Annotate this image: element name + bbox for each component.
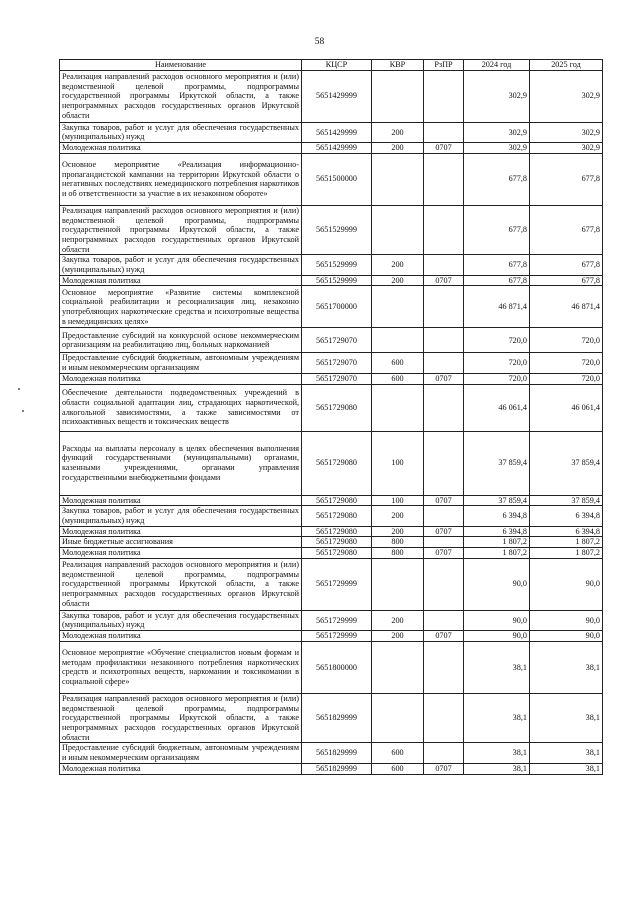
row-name-cell: Обеспечение деятельности подведомственных учреждений в области социальной адаптации лиц, страдающих наркотической, алкогольной зависимостями, а также зависимостями от психоактивных веществ и токсических веществ xyxy=(60,384,302,431)
table-row xyxy=(60,143,603,154)
row-2025-cell: 38,1 xyxy=(530,641,603,693)
row-name-cell: Закупка товаров, работ и услуг для обеспечения государственных (муниципальных) нужд xyxy=(60,255,302,275)
table-row xyxy=(60,431,603,495)
row-2025-cell: 677,8 xyxy=(530,153,603,205)
row-2024-cell: 677,8 xyxy=(464,275,530,286)
table-row xyxy=(60,153,603,205)
row-kvr-cell: 200 xyxy=(372,275,424,286)
table-row xyxy=(60,255,603,275)
row-kcsr-cell: 5651729070 xyxy=(302,373,372,384)
row-name-cell: Закупка товаров, работ и услуг для обеспечения государственных (муниципальных) нужд xyxy=(60,610,302,630)
budget-table xyxy=(59,59,603,775)
row-kcsr-cell: 5651829999 xyxy=(302,743,372,763)
row-2025-cell: 46 871,4 xyxy=(530,286,603,328)
table-row xyxy=(60,526,603,537)
row-kcsr-cell: 5651729080 xyxy=(302,431,372,495)
table-row xyxy=(60,205,603,255)
row-2025-cell: 6 394,8 xyxy=(530,506,603,526)
row-name-cell: Молодежная политика xyxy=(60,763,302,774)
row-name-cell: Реализация направлений расходов основного мероприятия и (или) ведомственной целевой программы, подпрограммы государственной программы Иркутской области, а также непрограммных расходов государственных органов Иркутской области xyxy=(60,558,302,610)
row-kvr-cell xyxy=(372,558,424,610)
row-2024-cell: 38,1 xyxy=(464,743,530,763)
row-kvr-cell xyxy=(372,153,424,205)
row-kvr-cell: 600 xyxy=(372,373,424,384)
row-kvr-cell: 800 xyxy=(372,548,424,559)
row-kvr-cell: 200 xyxy=(372,631,424,642)
row-2025-cell: 38,1 xyxy=(530,743,603,763)
row-name-cell: Реализация направлений расходов основного мероприятия и (или) ведомственной целевой программы, подпрограммы государственной программы Иркутской области, а также непрограммных расходов государственных органов Иркутской области xyxy=(60,70,302,122)
row-2024-cell: 302,9 xyxy=(464,143,530,154)
row-kvr-cell xyxy=(372,641,424,693)
row-kvr-cell xyxy=(372,286,424,328)
row-kcsr-cell: 5651729080 xyxy=(302,526,372,537)
row-kvr-cell: 100 xyxy=(372,431,424,495)
row-2024-cell: 38,1 xyxy=(464,641,530,693)
row-kvr-cell xyxy=(372,205,424,255)
row-name-cell: Расходы на выплаты персоналу в целях обеспечения выполнения функций государственными (муниципальными) органами, казенными учреждениями, органами управления государственными внебюджетными фондами xyxy=(60,431,302,495)
row-kvr-cell: 600 xyxy=(372,743,424,763)
col-header-2024: 2024 год xyxy=(464,60,530,71)
row-name-cell: Основное мероприятие «Реализация информационно-пропагандистской кампании на территории Иркутской области о негативных последствиях немедицинского потребления наркотиков и об ответственности за участие в их незаконном обороте» xyxy=(60,153,302,205)
row-2024-cell: 38,1 xyxy=(464,763,530,774)
row-rzpr-cell xyxy=(424,122,464,142)
row-kcsr-cell: 5651729999 xyxy=(302,610,372,630)
table-row xyxy=(60,548,603,559)
col-header-2025: 2025 год xyxy=(530,60,603,71)
row-kcsr-cell: 5651729070 xyxy=(302,328,372,353)
row-2025-cell: 677,8 xyxy=(530,275,603,286)
row-2025-cell: 302,9 xyxy=(530,143,603,154)
row-kvr-cell: 600 xyxy=(372,763,424,774)
row-2024-cell: 37 859,4 xyxy=(464,495,530,506)
row-kcsr-cell: 5651529999 xyxy=(302,205,372,255)
page-number: 58 xyxy=(314,37,325,47)
row-rzpr-cell: 0707 xyxy=(424,275,464,286)
row-2024-cell: 677,8 xyxy=(464,205,530,255)
row-2024-cell: 302,9 xyxy=(464,122,530,142)
table-header-row xyxy=(60,60,603,71)
row-kcsr-cell: 5651700000 xyxy=(302,286,372,328)
table-row xyxy=(60,641,603,693)
row-rzpr-cell xyxy=(424,693,464,743)
scan-speck xyxy=(22,410,24,412)
row-name-cell: Молодежная политика xyxy=(60,373,302,384)
table-row xyxy=(60,353,603,373)
row-2024-cell: 6 394,8 xyxy=(464,526,530,537)
row-2025-cell: 720,0 xyxy=(530,353,603,373)
row-name-cell: Молодежная политика xyxy=(60,526,302,537)
row-rzpr-cell: 0707 xyxy=(424,631,464,642)
row-kvr-cell xyxy=(372,328,424,353)
row-name-cell: Закупка товаров, работ и услуг для обеспечения государственных (муниципальных) нужд xyxy=(60,122,302,142)
row-2024-cell: 677,8 xyxy=(464,153,530,205)
row-2024-cell: 1 807,2 xyxy=(464,548,530,559)
row-kcsr-cell: 5651529999 xyxy=(302,255,372,275)
table-row xyxy=(60,286,603,328)
row-rzpr-cell: 0707 xyxy=(424,143,464,154)
table-row xyxy=(60,495,603,506)
row-2025-cell: 677,8 xyxy=(530,255,603,275)
row-rzpr-cell xyxy=(424,558,464,610)
row-kcsr-cell: 5651800000 xyxy=(302,641,372,693)
table-row xyxy=(60,70,603,122)
row-name-cell: Предоставление субсидий бюджетным, автономным учреждениям и иным некоммерческим организациям xyxy=(60,743,302,763)
row-kvr-cell: 200 xyxy=(372,610,424,630)
row-kvr-cell: 200 xyxy=(372,122,424,142)
row-2025-cell: 302,9 xyxy=(530,122,603,142)
table-row xyxy=(60,693,603,743)
row-name-cell: Реализация направлений расходов основного мероприятия и (или) ведомственной целевой программы, подпрограммы государственной программы Иркутской области, а также непрограммных расходов государственных органов Иркутской области xyxy=(60,205,302,255)
row-rzpr-cell xyxy=(424,641,464,693)
table-row xyxy=(60,631,603,642)
row-name-cell: Реализация направлений расходов основного мероприятия и (или) ведомственной целевой программы, подпрограммы государственной программы Иркутской области, а также непрограммных расходов государственных органов Иркутской области xyxy=(60,693,302,743)
row-2024-cell: 90,0 xyxy=(464,610,530,630)
row-name-cell: Предоставление субсидий на конкурсной основе некоммерческим организациям на реабилитацию лиц, больных наркоманией xyxy=(60,328,302,353)
row-name-cell: Молодежная политика xyxy=(60,548,302,559)
row-kvr-cell: 800 xyxy=(372,537,424,548)
row-2025-cell: 90,0 xyxy=(530,558,603,610)
row-rzpr-cell xyxy=(424,286,464,328)
row-rzpr-cell xyxy=(424,70,464,122)
row-2024-cell: 677,8 xyxy=(464,255,530,275)
row-rzpr-cell xyxy=(424,743,464,763)
row-2025-cell: 6 394,8 xyxy=(530,526,603,537)
row-kcsr-cell: 5651729070 xyxy=(302,353,372,373)
row-rzpr-cell: 0707 xyxy=(424,373,464,384)
row-2025-cell: 1 807,2 xyxy=(530,537,603,548)
row-kvr-cell xyxy=(372,693,424,743)
row-2024-cell: 90,0 xyxy=(464,558,530,610)
row-2024-cell: 46 871,4 xyxy=(464,286,530,328)
row-2025-cell: 90,0 xyxy=(530,610,603,630)
row-2025-cell: 37 859,4 xyxy=(530,495,603,506)
row-name-cell: Молодежная политика xyxy=(60,143,302,154)
row-2024-cell: 720,0 xyxy=(464,353,530,373)
row-2025-cell: 37 859,4 xyxy=(530,431,603,495)
row-rzpr-cell xyxy=(424,255,464,275)
col-header-kcsr: КЦСР xyxy=(302,60,372,71)
row-kvr-cell: 200 xyxy=(372,143,424,154)
row-kcsr-cell: 5651429999 xyxy=(302,143,372,154)
col-header-rzpr: РзПР xyxy=(424,60,464,71)
row-2025-cell: 38,1 xyxy=(530,763,603,774)
row-rzpr-cell: 0707 xyxy=(424,495,464,506)
row-name-cell: Молодежная политика xyxy=(60,275,302,286)
table-row xyxy=(60,328,603,353)
col-header-name: Наименование xyxy=(60,60,302,71)
row-rzpr-cell xyxy=(424,384,464,431)
row-2024-cell: 46 061,4 xyxy=(464,384,530,431)
row-2025-cell: 720,0 xyxy=(530,328,603,353)
row-2024-cell: 37 859,4 xyxy=(464,431,530,495)
row-name-cell: Молодежная политика xyxy=(60,495,302,506)
row-rzpr-cell xyxy=(424,506,464,526)
row-2024-cell: 720,0 xyxy=(464,328,530,353)
row-2025-cell: 38,1 xyxy=(530,693,603,743)
table-row xyxy=(60,743,603,763)
row-kcsr-cell: 5651729080 xyxy=(302,495,372,506)
row-2024-cell: 302,9 xyxy=(464,70,530,122)
row-kcsr-cell: 5651729080 xyxy=(302,384,372,431)
row-2024-cell: 6 394,8 xyxy=(464,506,530,526)
row-name-cell: Иные бюджетные ассигнования xyxy=(60,537,302,548)
row-2024-cell: 1 807,2 xyxy=(464,537,530,548)
row-2024-cell: 720,0 xyxy=(464,373,530,384)
row-name-cell: Основное мероприятие «Развитие системы комплексной социальной реабилитации и ресоциализация лиц, незаконно употребляющих наркотические средства и психотропные вещества в немедицинских целях» xyxy=(60,286,302,328)
row-kvr-cell: 200 xyxy=(372,255,424,275)
row-kcsr-cell: 5651500000 xyxy=(302,153,372,205)
table-row xyxy=(60,763,603,774)
table-row xyxy=(60,506,603,526)
table-row xyxy=(60,558,603,610)
row-kcsr-cell: 5651829999 xyxy=(302,763,372,774)
row-rzpr-cell xyxy=(424,328,464,353)
table-body xyxy=(60,70,603,774)
row-kcsr-cell: 5651729999 xyxy=(302,558,372,610)
row-kvr-cell: 200 xyxy=(372,506,424,526)
row-name-cell: Закупка товаров, работ и услуг для обеспечения государственных (муниципальных) нужд xyxy=(60,506,302,526)
row-rzpr-cell xyxy=(424,205,464,255)
table-row xyxy=(60,373,603,384)
row-rzpr-cell xyxy=(424,353,464,373)
row-2025-cell: 90,0 xyxy=(530,631,603,642)
row-rzpr-cell: 0707 xyxy=(424,548,464,559)
table-row xyxy=(60,275,603,286)
row-2025-cell: 302,9 xyxy=(530,70,603,122)
table-row xyxy=(60,384,603,431)
row-name-cell: Молодежная политика xyxy=(60,631,302,642)
row-rzpr-cell xyxy=(424,610,464,630)
row-2024-cell: 90,0 xyxy=(464,631,530,642)
row-kcsr-cell: 5651729999 xyxy=(302,631,372,642)
col-header-kvr: КВР xyxy=(372,60,424,71)
row-2025-cell: 46 061,4 xyxy=(530,384,603,431)
row-kvr-cell: 600 xyxy=(372,353,424,373)
row-kvr-cell xyxy=(372,384,424,431)
table-row xyxy=(60,537,603,548)
row-kcsr-cell: 5651429999 xyxy=(302,122,372,142)
row-name-cell: Предоставление субсидий бюджетным, автономным учреждениям и иным некоммерческим организациям xyxy=(60,353,302,373)
row-rzpr-cell: 0707 xyxy=(424,526,464,537)
row-kcsr-cell: 5651729080 xyxy=(302,537,372,548)
row-name-cell: Основное мероприятие «Обучение специалистов новым формам и методам профилактики незаконного потребления наркотических средств и психотропных веществ, наркомании и токсикомании в социальной сфере» xyxy=(60,641,302,693)
row-2025-cell: 1 807,2 xyxy=(530,548,603,559)
row-rzpr-cell xyxy=(424,153,464,205)
row-kvr-cell: 100 xyxy=(372,495,424,506)
row-kcsr-cell: 5651829999 xyxy=(302,693,372,743)
row-2025-cell: 677,8 xyxy=(530,205,603,255)
row-kvr-cell: 200 xyxy=(372,526,424,537)
table-row xyxy=(60,122,603,142)
row-2024-cell: 38,1 xyxy=(464,693,530,743)
row-kcsr-cell: 5651729080 xyxy=(302,506,372,526)
row-rzpr-cell xyxy=(424,431,464,495)
row-2025-cell: 720,0 xyxy=(530,373,603,384)
row-kvr-cell xyxy=(372,70,424,122)
table-row xyxy=(60,610,603,630)
scan-speck xyxy=(18,388,20,390)
row-kcsr-cell: 5651429999 xyxy=(302,70,372,122)
row-rzpr-cell: 0707 xyxy=(424,763,464,774)
row-kcsr-cell: 5651529999 xyxy=(302,275,372,286)
row-kcsr-cell: 5651729080 xyxy=(302,548,372,559)
row-rzpr-cell xyxy=(424,537,464,548)
